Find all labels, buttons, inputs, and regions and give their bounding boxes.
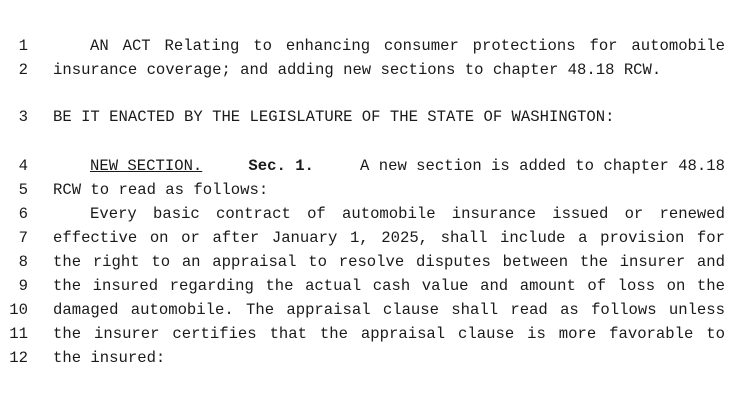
bill-line-12 bbox=[0, 347, 740, 369]
line-text: insurance coverage; and adding new sections to chapter 48.18 RCW. bbox=[53, 61, 662, 79]
bill-line-3 bbox=[0, 106, 740, 128]
line-text: the insured: bbox=[53, 349, 166, 367]
line-text: the insurer certifies that the appraisal clause is more favorable to bbox=[53, 325, 725, 343]
line-text: A new section is added to chapter 48.18 bbox=[360, 157, 725, 175]
line-number: 11 bbox=[9, 325, 28, 343]
line-text: AN ACT Relating to enhancing consumer protections for automobile bbox=[90, 37, 725, 55]
bill-line-10 bbox=[0, 299, 740, 321]
line-text: the right to an appraisal to resolve disputes between the insurer and bbox=[53, 253, 725, 271]
enacting-clause: BE IT ENACTED BY THE LEGISLATURE OF THE STATE OF WASHINGTON: bbox=[53, 108, 615, 126]
bill-line-11 bbox=[0, 323, 740, 345]
line-number: 7 bbox=[18, 229, 28, 247]
bill-line-2 bbox=[0, 59, 740, 81]
line-number: 9 bbox=[18, 277, 28, 295]
line-number: 6 bbox=[18, 205, 28, 223]
bill-line-5 bbox=[0, 179, 740, 201]
new-section-label: NEW SECTION. bbox=[90, 157, 203, 175]
bill-line-8 bbox=[0, 251, 740, 273]
line-number: 1 bbox=[18, 37, 28, 55]
line-number: 8 bbox=[18, 253, 28, 271]
line-text: RCW to read as follows: bbox=[53, 181, 269, 199]
bill-line-6 bbox=[0, 203, 740, 225]
bill-line-1 bbox=[0, 35, 740, 57]
line-number: 2 bbox=[18, 61, 28, 79]
line-number: 10 bbox=[9, 301, 28, 319]
line-text: damaged automobile. The appraisal clause shall read as follows unless bbox=[53, 301, 725, 319]
section-heading bbox=[90, 155, 725, 177]
bill-line-7 bbox=[0, 227, 740, 249]
bill-line-9 bbox=[0, 275, 740, 297]
line-text: the insured regarding the actual cash value and amount of loss on the bbox=[53, 277, 725, 295]
line-text: Every basic contract of automobile insurance issued or renewed bbox=[90, 205, 725, 223]
line-text: effective on or after January 1, 2025, shall include a provision for bbox=[53, 229, 725, 247]
section-number: Sec. 1. bbox=[248, 157, 314, 175]
line-number: 3 bbox=[18, 108, 28, 126]
line-number: 5 bbox=[18, 181, 28, 199]
line-number: 4 bbox=[18, 157, 28, 175]
bill-line-4 bbox=[0, 155, 740, 177]
line-number: 12 bbox=[9, 349, 28, 367]
